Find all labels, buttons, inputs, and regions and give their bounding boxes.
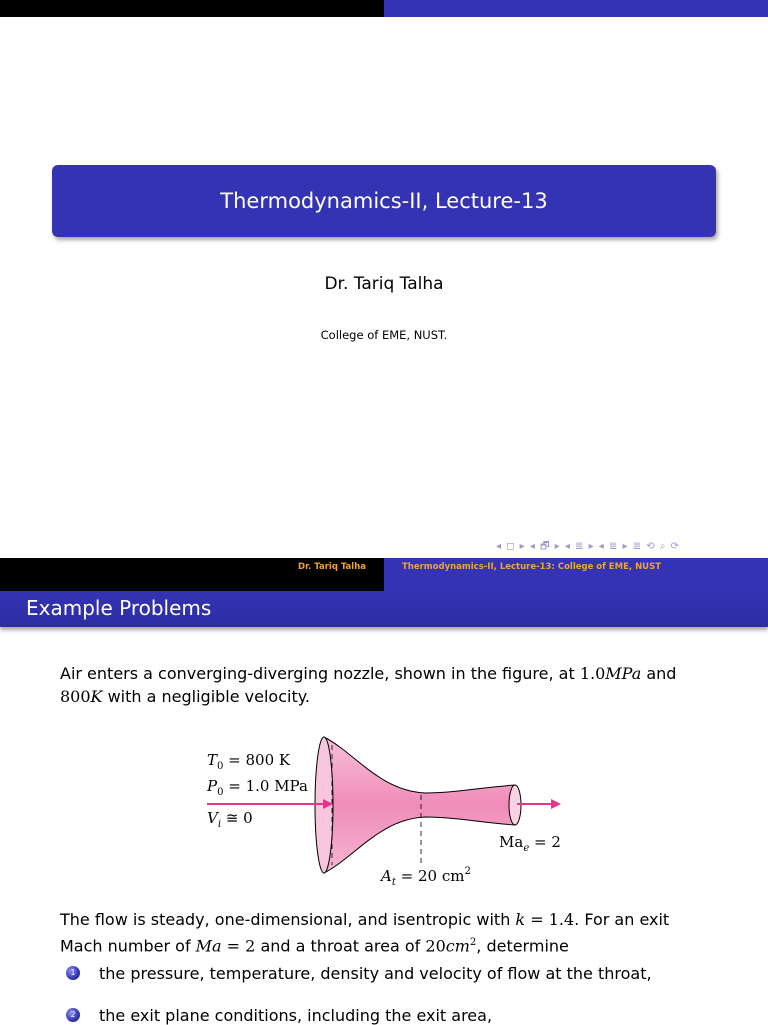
footline	[0, 558, 768, 591]
label-p0: $P_0 = 1.0$ MPa	[207, 777, 308, 798]
top-bar	[0, 0, 768, 17]
top-bar-right	[384, 0, 768, 17]
frame-title-bar	[0, 591, 768, 627]
institute-name: College of EME, NUST.	[320, 328, 448, 342]
label-vi: $V_i$ ≅ 0	[207, 809, 253, 830]
frame-title: Example Problems	[26, 596, 212, 620]
footline-author: Dr. Tariq Talha	[298, 562, 366, 572]
label-ma-exit: $Ma_e = 2$	[499, 833, 561, 854]
list-item-text: the pressure, temperature, density and velocity of flow at the throat,	[99, 964, 652, 983]
footline-title: Thermodynamics-II, Lecture-13: College of EME, NUST	[402, 562, 662, 572]
intro-paragraph: Air enters a converging-diverging nozzle, shown in the figure, at 1.0MPa and 800K with a negligible velocity.	[60, 664, 677, 706]
presentation-title: Thermodynamics-II, Lecture-13	[220, 189, 548, 213]
author-name: Dr. Tariq Talha	[324, 274, 444, 294]
enum-bullet-icon: 2	[66, 1008, 80, 1022]
list-item-text: the exit plane conditions, including the exit area,	[99, 1006, 493, 1025]
label-throat-area: $A_t = 20$ $cm^2$	[381, 866, 471, 888]
top-bar-left	[0, 0, 384, 17]
exit-arrow-head	[551, 799, 561, 809]
nozzle-figure	[195, 733, 575, 893]
nozzle-body	[324, 737, 515, 873]
flow-paragraph: The flow is steady, one-dimensional, and isentropic with k = 1.4. For an exit Mach number of Ma = 2 and a throat area of $20cm^2$, determine	[60, 910, 670, 956]
title-block	[52, 165, 716, 237]
label-t0: $T_0 = 800$ K	[207, 751, 291, 772]
navigation-symbols[interactable]: ◂ ◻ ▸ ◂ 🗗 ▸ ◂ ≣ ▸ ◂ ≣ ▸ ≣ ⟲ ⌕ ⟳	[496, 541, 681, 552]
enum-bullet-icon: 1	[66, 966, 80, 980]
